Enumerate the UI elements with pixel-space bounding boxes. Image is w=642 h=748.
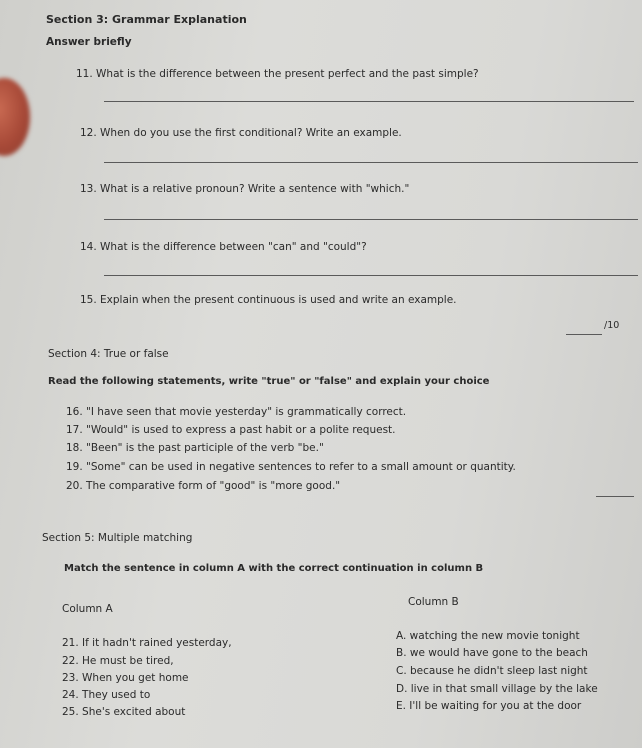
column-b-item-a: A. watching the new movie tonight — [396, 630, 580, 642]
answer-line-14[interactable] — [104, 275, 638, 276]
section-5-instruction: Match the sentence in column A with the correct continuation in column B — [64, 563, 484, 574]
column-a-item-25: 25. She's excited about — [62, 706, 186, 718]
statement-19: 19. "Some" can be used in negative sentences to refer to a small amount or quantity. — [66, 461, 516, 473]
column-a-item-23: 23. When you get home — [62, 672, 189, 684]
column-a-item-21: 21. If it hadn't rained yesterday, — [62, 637, 232, 649]
section-5-title: Section 5: Multiple matching — [42, 532, 193, 544]
statement-18: 18. "Been" is the past participle of the verb "be." — [66, 442, 324, 454]
statement-16: 16. "I have seen that movie yesterday" is grammatically correct. — [66, 406, 407, 418]
answer-line-13[interactable] — [104, 219, 638, 220]
section-4-instruction: Read the following statements, write "true" or "false" and explain your choice — [48, 376, 490, 387]
statement-17: 17. "Would" is used to express a past habit or a polite request. — [66, 424, 396, 436]
thumb-shadow — [0, 78, 30, 156]
question-11: 11. What is the difference between the present perfect and the past simple? — [76, 68, 479, 80]
column-a-header: Column A — [62, 603, 113, 615]
section-3-title: Section 3: Grammar Explanation — [46, 13, 247, 26]
column-b-item-d: D. live in that small village by the lake — [396, 683, 598, 695]
column-b-header: Column B — [408, 596, 459, 608]
statement-20: 20. The comparative form of "good" is "more good." — [66, 480, 341, 492]
score-label: /10 — [604, 320, 620, 331]
question-14: 14. What is the difference between "can" and "could"? — [80, 241, 367, 253]
column-b-item-e: E. I'll be waiting for you at the door — [396, 700, 582, 712]
question-12: 12. When do you use the first conditional? Write an example. — [80, 127, 402, 139]
score-line-section-4[interactable] — [596, 496, 634, 497]
column-b-item-b: B. we would have gone to the beach — [396, 647, 588, 659]
column-a-item-24: 24. They used to — [62, 689, 151, 701]
question-15: 15. Explain when the present continuous is used and write an example. — [80, 294, 457, 306]
score-line[interactable] — [566, 334, 602, 335]
section-3-instruction: Answer briefly — [46, 36, 132, 48]
answer-line-12[interactable] — [104, 162, 638, 163]
answer-line-11[interactable] — [104, 101, 634, 102]
column-a-item-22: 22. He must be tired, — [62, 655, 174, 667]
question-13: 13. What is a relative pronoun? Write a sentence with "which." — [80, 183, 410, 195]
column-b-item-c: C. because he didn't sleep last night — [396, 665, 588, 677]
section-4-title: Section 4: True or false — [48, 348, 169, 360]
